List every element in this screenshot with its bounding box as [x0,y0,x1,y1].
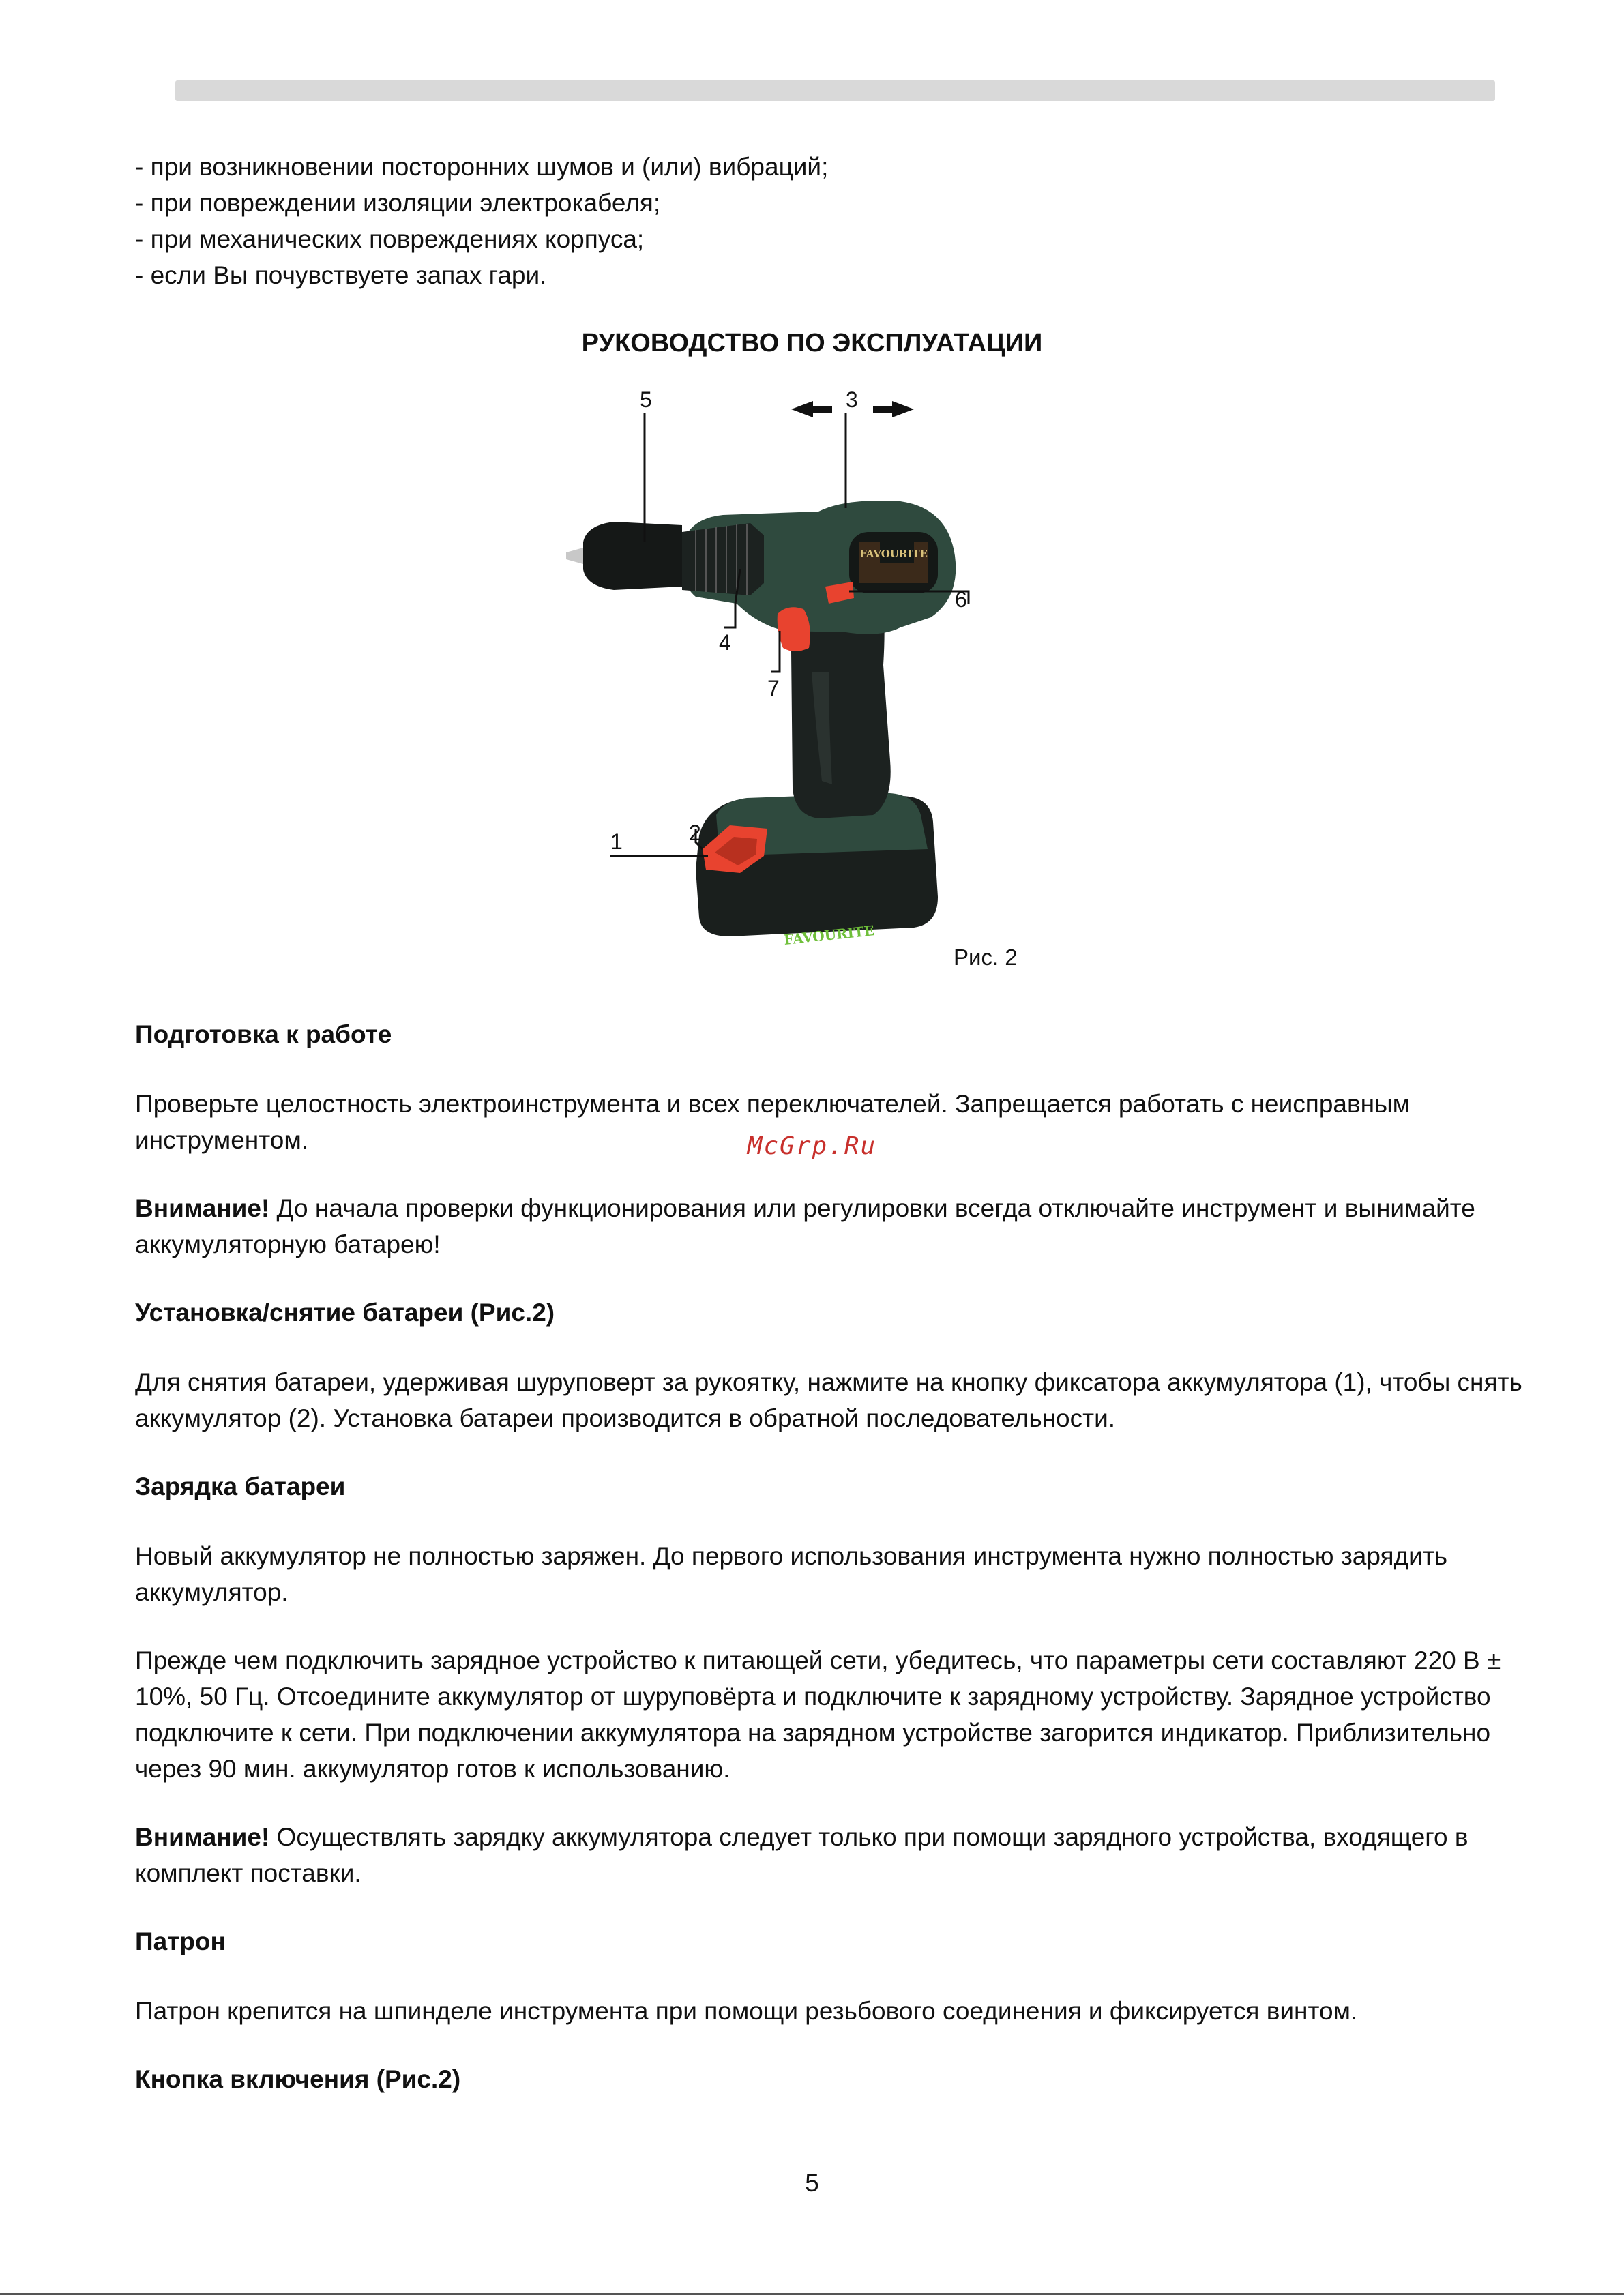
section-title: РУКОВОДСТВО ПО ЭКСПЛУАТАЦИИ [581,329,1043,357]
page-number: 5 [805,2169,819,2197]
callout-5: 5 [640,387,652,412]
torque-collar [682,523,764,595]
chuck-jaws [566,548,583,564]
list-item: - при повреждении изоляции электрокабеля; [135,189,661,217]
watermark: McGrp.Ru [747,1132,877,1160]
warning-1 [135,1190,1533,1262]
warning-2 [135,1819,1533,1891]
arrow-left-icon [791,401,832,417]
arrow-right-icon [873,401,914,417]
callout-7: 7 [767,676,780,700]
battery-brand-label: FAVOURITE [783,922,876,948]
prep-heading: Подготовка к работе [135,1020,392,1048]
top-gray-bar [175,80,1495,101]
list-item: - если Вы почувствуете запах гари. [135,261,547,289]
battery-heading: Установка/снятие батареи (Рис.2) [135,1299,555,1327]
charge-text-2: Прежде чем подключить зарядное устройство к питающей сети, убедитесь, что параметры сети составляют 220 В ± 10%, 50 Гц. Отсоедините аккумулятор от шуруповёрта и подключите к зарядному устройству. Зарядное устройство подключите к сети. При подключении аккумулятора на зарядном устройстве загорится индикатор. Приблизительно через 90 мин. аккумулятор готов к использованию. [135,1646,1501,1783]
list-item: - при механических повреждениях корпуса; [135,225,645,253]
warning-text: Осуществлять зарядку аккумулятора следует только при помощи зарядного устройства, входящего в комплект поставки. [135,1823,1468,1887]
voltage-label: 18 v [741,932,784,958]
callout-3: 3 [846,387,858,412]
drill-illustration [559,379,1050,979]
charge-heading: Зарядка батареи [135,1472,346,1500]
battery-text: Для снятия батареи, удерживая шуруповерт за рукоятку, нажмите на кнопку фиксатора аккумулятора (1), чтобы снять аккумулятор (2). Установка батареи производится в обратной последовательности. [135,1368,1522,1432]
warning-text: До начала проверки функционирования или регулировки всегда отключайте инструмент и вынимайте аккумуляторную батарею! [135,1194,1475,1258]
charge-text-1: Новый аккумулятор не полностью заряжен. До первого использования инструмента нужно полностью зарядить аккумулятор. [135,1542,1448,1606]
drill-figure [559,379,1050,979]
switch-heading: Кнопка включения (Рис.2) [135,2065,461,2093]
trigger [778,607,810,651]
drill-chuck [583,522,682,590]
callout-2: 2 [689,820,701,845]
chuck-heading: Патрон [135,1927,226,1955]
warning-label: Внимание! [135,1823,270,1851]
callout-1: 1 [610,829,623,854]
figure-caption: Рис. 2 [954,945,1018,970]
precaution-list [135,149,1499,293]
prep-text: Проверьте целостность электроинструмента и всех переключателей. Запрещается работать с неисправным инструментом. [135,1090,1411,1154]
warning-label: Внимание! [135,1194,270,1222]
callout-6: 6 [955,587,967,612]
brand-label: FAVOURITE [859,548,928,560]
chuck-text: Патрон крепится на шпинделе инструмента при помощи резьбового соединения и фиксируется винтом. [135,1997,1358,2025]
callout-4: 4 [719,630,731,655]
list-item: - при возникновении посторонних шумов и (или) вибраций; [135,153,829,181]
